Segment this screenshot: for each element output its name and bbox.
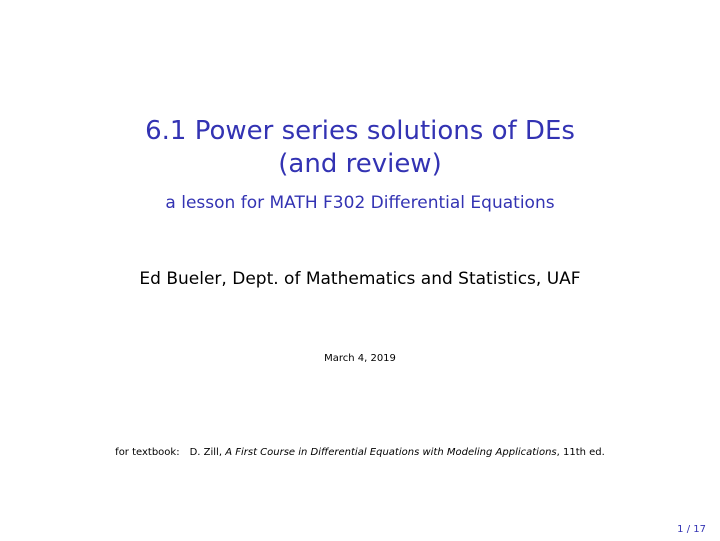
footnote-author: D. Zill, xyxy=(189,447,223,458)
slide-title-line-1: 6.1 Power series solutions of DEs xyxy=(145,116,575,146)
footnote-label: for textbook: xyxy=(115,447,180,458)
slide-subtitle: a lesson for MATH F302 Differential Equations xyxy=(165,193,555,213)
slide-title-line-2: (and review) xyxy=(278,149,442,179)
footnote-book-title: A First Course in Differential Equations with Modeling Applications xyxy=(225,447,557,458)
author-line: Ed Bueler, Dept. of Mathematics and Statistics, UAF xyxy=(139,269,581,289)
textbook-footnote xyxy=(0,446,720,460)
date: March 4, 2019 xyxy=(324,353,396,364)
footnote-edition: , 11th ed. xyxy=(556,447,605,458)
page-number: 1 / 17 xyxy=(677,524,706,535)
